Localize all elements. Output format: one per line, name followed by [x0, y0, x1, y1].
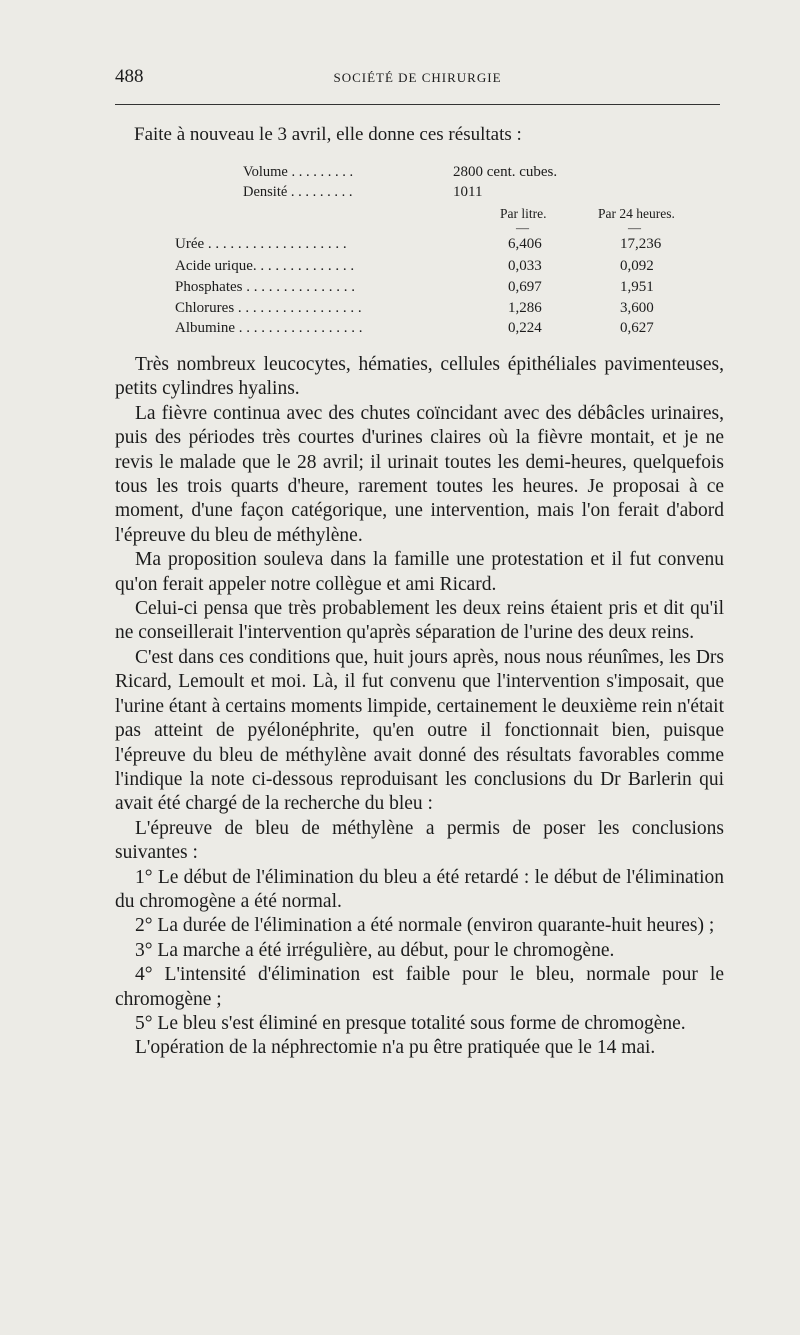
- paragraph: 3° La marche a été irrégulière, au début, pour le chromogène.: [135, 939, 615, 961]
- paragraph: 2° La durée de l'élimination a été normale (environ quarante-huit heures) ;: [135, 915, 715, 937]
- volume-value: 2800 cent. cubes.: [453, 164, 558, 180]
- paragraph: Celui-ci pensa que très probablement les deux reins étaient pris et dit qu'il ne conseillerait l'intervention qu'après séparation de l'urine des deux reins.: [115, 598, 724, 644]
- header-rule: [115, 104, 720, 105]
- row-per-24h: 0,627: [620, 320, 654, 336]
- page-number: 488: [115, 66, 144, 87]
- table-row: [175, 258, 654, 280]
- row-per-litre: 6,406: [508, 236, 542, 252]
- col-dash-2: —: [628, 220, 641, 235]
- running-title: SOCIÉTÉ DE CHIRURGIE: [333, 70, 502, 85]
- body-text: [115, 353, 724, 1061]
- row-per-24h: 17,236: [620, 236, 662, 252]
- page-header: [115, 66, 720, 96]
- volume-row: [243, 164, 557, 181]
- row-per-litre: 0,224: [508, 320, 542, 336]
- table-row: [175, 300, 654, 322]
- row-per-litre: 0,697: [508, 279, 542, 295]
- paragraph: Ma proposition souleva dans la famille une protestation et il fut convenu qu'on ferait appeler notre collègue et ami Ricard.: [115, 549, 724, 595]
- paragraph: La fièvre continua avec des chutes coïncidant avec des débâcles urinaires, puis des périodes très courtes d'urines claires où la fièvre montait, et je ne revis le malade que le 28 avril; il urinait toutes les demi-heures, quelquefois tous les trois quarts d'heure, rarement toutes les heures. Je proposai à ce moment, d'une façon catégorique, une intervention, mais l'on ferait d'abord l'épreuve du bleu de méthylène.: [115, 402, 724, 546]
- row-per-24h: 1,951: [620, 279, 654, 295]
- table-row: [175, 236, 662, 258]
- col-head-par-24h: Par 24 heures.: [598, 206, 675, 221]
- row-per-24h: 0,092: [620, 258, 654, 274]
- density-label: Densité . . . . . . . . .: [243, 184, 353, 200]
- row-per-litre: 1,286: [508, 300, 542, 316]
- density-value: 1011: [453, 184, 483, 200]
- table-row: [175, 279, 654, 301]
- paragraph: L'opération de la néphrectomie n'a pu être pratiquée que le 14 mai.: [135, 1037, 656, 1059]
- row-label: Albumine . . . . . . . . . . . . . . . . .: [175, 320, 363, 336]
- row-label: Chlorures . . . . . . . . . . . . . . . . .: [175, 300, 362, 316]
- row-per-24h: 3,600: [620, 300, 654, 316]
- row-label: Urée . . . . . . . . . . . . . . . . . . .: [175, 236, 347, 252]
- col-dash-1: —: [516, 220, 529, 235]
- paragraph: 1° Le début de l'élimination du bleu a été retardé : le début de l'élimination du chromogène a été normal.: [115, 866, 724, 912]
- table-row: [175, 320, 654, 342]
- paragraph: 5° Le bleu s'est éliminé en presque totalité sous forme de chromogène.: [135, 1012, 686, 1034]
- paragraph: Très nombreux leucocytes, hématies, cellules épithéliales pavimenteuses, petits cylindres hyalins.: [115, 354, 724, 400]
- row-label: Phosphates . . . . . . . . . . . . . . .: [175, 279, 355, 295]
- paragraph: C'est dans ces conditions que, huit jours après, nous nous réunîmes, les Drs Ricard, Lemoult et moi. Là, il fut convenu que l'intervention s'imposait, que l'urine étant à certains moments limpide, certainement le deuxième rein n'était pas atteint de pyélonéphrite, qu'en outre il fonctionnait bien, puisque l'épreuve du bleu de méthylène avait donné des résultats favorables comme l'indique la note ci-dessous reproduisant les conclusions du Dr Barlerin qui avait été chargé de la recherche du bleu :: [115, 646, 724, 815]
- row-label: Acide urique. . . . . . . . . . . . . .: [175, 258, 355, 274]
- intro-line: Faite à nouveau le 3 avril, elle donne ces résultats :: [134, 124, 522, 145]
- row-per-litre: 0,033: [508, 258, 542, 274]
- density-row: [243, 184, 482, 201]
- volume-label: Volume . . . . . . . . .: [243, 164, 354, 180]
- paragraph: 4° L'intensité d'élimination est faible pour le bleu, normale pour le chromogène ;: [115, 964, 724, 1010]
- col-head-par-litre: Par litre.: [500, 206, 547, 221]
- paragraph: L'épreuve de bleu de méthylène a permis de poser les conclusions suivantes :: [115, 817, 724, 864]
